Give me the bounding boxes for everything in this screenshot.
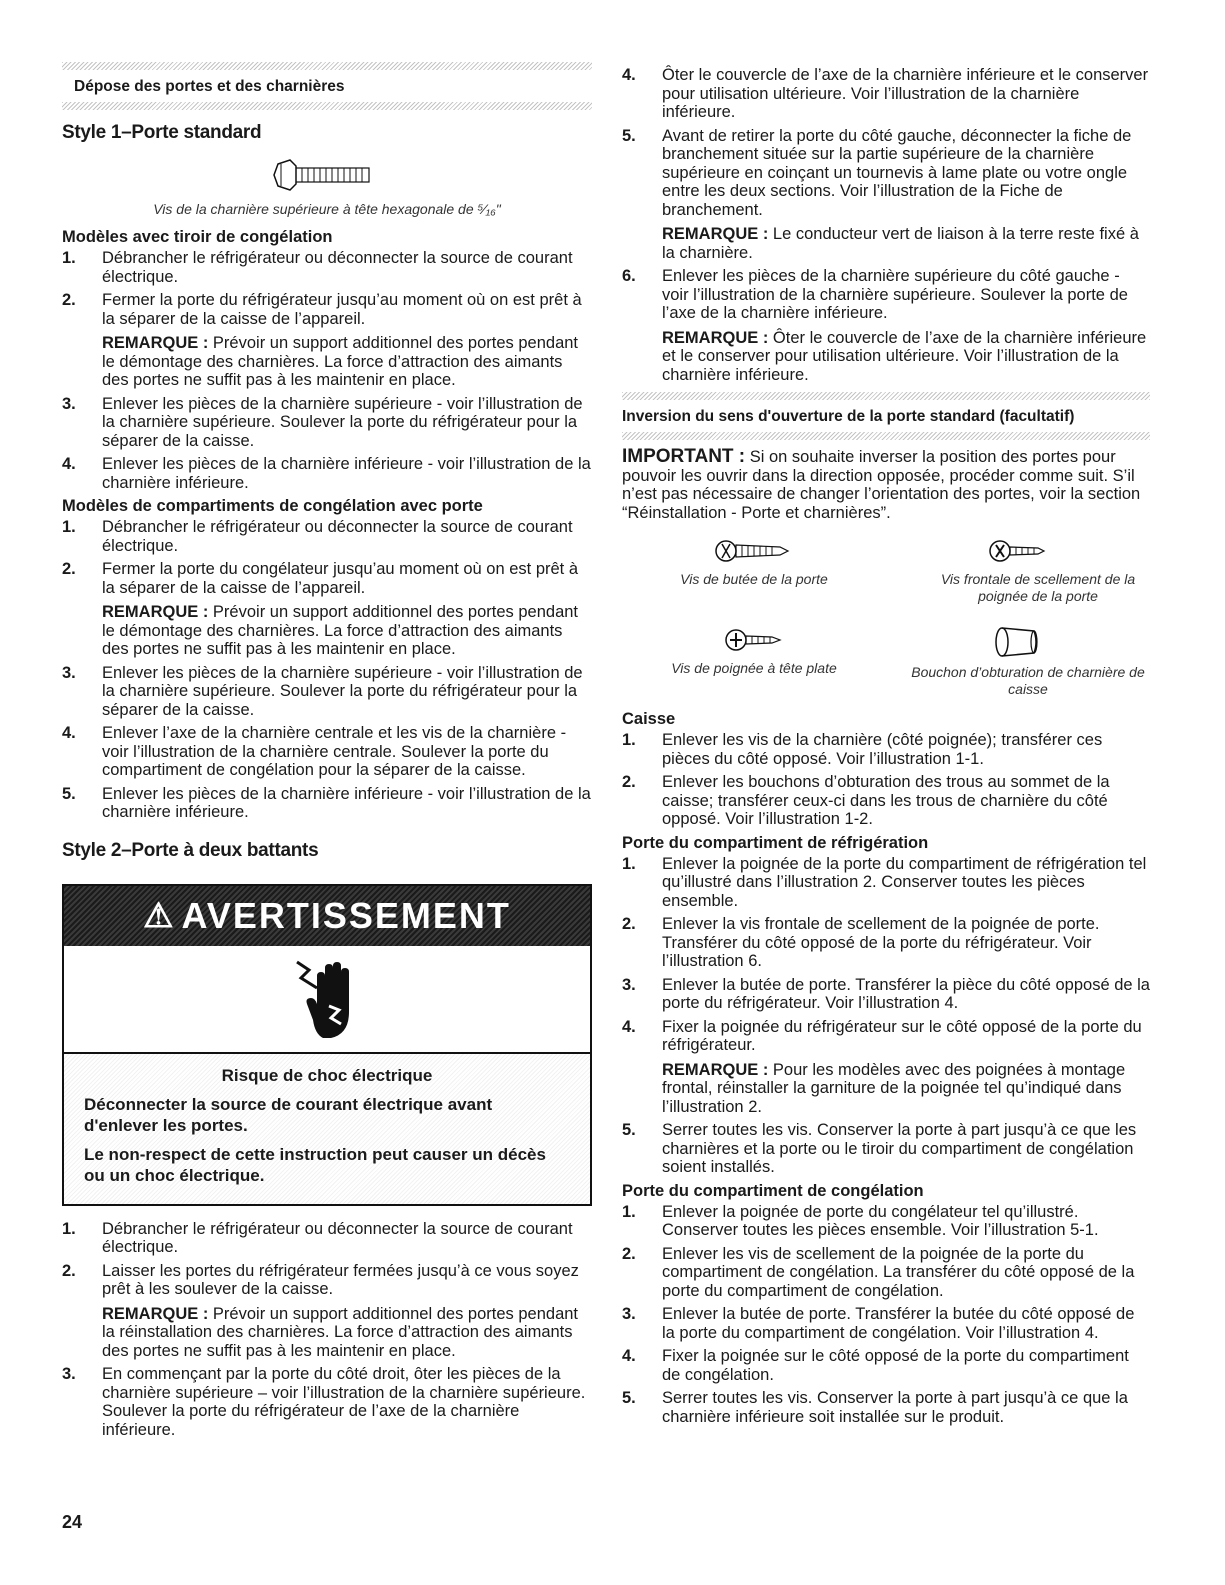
- note: REMARQUE : Ôter le couvercle de l’axe de la charnière inférieure et le conserver pour utilisation ultérieure. Voir l’illustration de la charnière inférieure.: [662, 328, 1147, 384]
- list-item: 2. Fermer la porte du réfrigérateur jusqu’au moment où on est prêt à la séparer de la caisse de l’appareil. REMARQUE : Prévoir un support additionnel des portes pendant le démontage des charnières. La force d’attraction des aimants des portes ne suffit pas à les maintenir en place.: [62, 291, 592, 390]
- figure: Vis de butée de la porte: [622, 536, 886, 605]
- warning-body: [64, 1054, 590, 1204]
- list-item: 5. Serrer toutes les vis. Conserver la porte à part jusqu’à ce que les charnières et la porte ou le tiroir du compartiment de congélation soient installés.: [622, 1121, 1137, 1176]
- important-paragraph: IMPORTANT : Si on souhaite inverser la position des portes pour pouvoir les ouvrir dans la direction opposée, procéder comme suit. S’il n’est pas nécessaire de changer l’orientation des portes, voir la section “Réinstallation - Porte et charnières”.: [622, 446, 1141, 522]
- list-item: 6. Enlever les pièces de la charnière supérieure du côté gauche - voir l’illustration de la charnière supérieure. Soulever la porte de l’axe de la charnière inférieure. REMARQUE : Ôter le couvercle de l’axe de la charnière inférieure et le conserver pour utilisation ultérieure. Voir l’illustration de la charnière inférieure.: [622, 267, 1150, 384]
- list-item: 5. Avant de retirer la porte du côté gauche, déconnecter la fiche de branchement située sur la partie supérieure de la charnière supérieure en coinçant un tournevis à lame plate ou votre ongle entre les deux sections. Voir l’illustration de la Fiche de branchement. REMARQUE : Le conducteur vert de liaison à la terre reste fixé à la charnière.: [622, 127, 1150, 263]
- warning-box: [62, 884, 592, 1206]
- freezer-drawer-steps: [62, 249, 592, 492]
- divider: [62, 62, 592, 70]
- list-item: 5. Enlever les pièces de la charnière inférieure - voir l’illustration de la charnière inférieure.: [62, 784, 591, 821]
- list-item: 3. Enlever les pièces de la charnière supérieure - voir l’illustration de la charnière supérieure. Soulever la porte du réfrigérateur pour la séparer de la caisse.: [62, 394, 583, 450]
- warning-line: Le non-respect de cette instruction peut causer un décès ou un choc électrique.: [84, 1144, 546, 1185]
- list-item: 1. Débrancher le réfrigérateur ou déconnecter la source de courant électrique.: [62, 1219, 573, 1256]
- warning-line: Déconnecter la source de courant électrique avant d'enlever les portes.: [84, 1094, 493, 1135]
- list-item: 2. Fermer la porte du congélateur jusqu’au moment où on est prêt à la séparer de la caisse de l’appareil. REMARQUE : Prévoir un support additionnel des portes pendant le démontage des charnières. La force d’attraction des aimants des portes ne suffit pas à les maintenir en place.: [62, 560, 592, 659]
- list-item: 1. Enlever les vis de la charnière (côté poignée); transférer ces pièces du côté opposé. Voir l’illustration 1-1.: [622, 731, 1103, 768]
- list-item: 1. Débrancher le réfrigérateur ou déconnecter la source de courant électrique.: [62, 518, 573, 555]
- divider: [62, 102, 592, 110]
- section-title: Inversion du sens d'ouverture de la porte standard (facultatif): [622, 408, 1075, 425]
- note: REMARQUE : Prévoir un support additionnel des portes pendant le démontage des charnières. La force d’attraction des aimants des portes ne suffit pas à les maintenir en place.: [102, 603, 579, 658]
- list-item: 1. Enlever la poignée de la porte du compartiment de réfrigération tel qu’illustré dans l’illustration 2. Conserver toutes les pièces ensemble.: [622, 854, 1147, 910]
- list-item: 3. Enlever la butée de porte. Transférer la pièce du côté opposé de la porte du réfrigérateur. Voir l’illustration 4.: [622, 975, 1150, 1012]
- list-item: 1. Débrancher le réfrigérateur ou déconnecter la source de courant électrique.: [62, 249, 573, 286]
- divider: [622, 432, 1150, 440]
- note: REMARQUE : Prévoir un support additionnel des portes pendant la réinstallation des charnières. La force d’attraction des aimants des portes ne suffit pas à les maintenir en place.: [102, 1304, 579, 1360]
- list-item: 5. Serrer toutes les vis. Conserver la porte à part jusqu’à ce que la charnière inférieure soit installée sur le produit.: [622, 1389, 1128, 1426]
- handle-seal-screw-icon: [988, 536, 1048, 566]
- note: REMARQUE : Prévoir un support additionnel des portes pendant le démontage des charnières. La force d’attraction des aimants des portes ne suffit pas à les maintenir en place.: [102, 334, 579, 389]
- style2-steps: [62, 1220, 592, 1440]
- note: REMARQUE : Pour les modèles avec des poignées à montage frontal, réinstaller la garniture de la poignée tel qu’indiqué dans l’illustration 2.: [662, 1060, 1126, 1116]
- hinge-screw-caption: Vis de la charnière supérieure à tête hexagonale de ⁵⁄₁₆": [153, 201, 501, 217]
- list-item: 4. Ôter le couvercle de l’axe de la charnière inférieure et le conserver pour utilisation ultérieure. Voir l’illustration de la charnière inférieure.: [622, 66, 1149, 121]
- list-item: 2. Enlever les bouchons d’obturation des trous au sommet de la caisse; transférer ceux-ci dans les trous de charnière du côté opposé. Voir l’illustration 1-2.: [622, 773, 1110, 828]
- figure: Vis frontale de scellement de la poignée de la porte: [886, 536, 1150, 605]
- freezer-door-title: Porte du compartiment de congélation: [622, 1181, 924, 1200]
- electric-shock-icon: [64, 946, 590, 1054]
- freezer-door-steps: [62, 518, 592, 822]
- right-column: [622, 66, 1150, 1431]
- list-item: 4. Enlever l’axe de la charnière centrale et les vis de la charnière - voir l’illustration de la charnière centrale. Soulever la porte du compartiment de congélation pour la séparer de la caisse.: [62, 724, 567, 779]
- figure: Bouchon d’obturation de charnière de caisse: [886, 625, 1150, 698]
- warning-risk: Risque de choc électrique: [221, 1065, 433, 1085]
- warning-banner: ⚠ AVERTISSEMENT: [64, 886, 590, 946]
- list-item: 2. Enlever les vis de scellement de la poignée de la porte du compartiment de congélation. La transférer du côté opposé de la porte du compartiment de congélation.: [622, 1244, 1135, 1300]
- list-item: 4. Fixer la poignée du réfrigérateur sur le côté opposé de la porte du réfrigérateur. REMARQUE : Pour les modèles avec des poignées à montage frontal, réinstaller la garniture de la poignée tel qu’indiqué dans l’illustration 2.: [622, 1018, 1150, 1117]
- left-column: [62, 62, 592, 1444]
- caisse-title: Caisse: [622, 710, 676, 728]
- fridge-door-steps: [622, 855, 1150, 1177]
- divider: [622, 392, 1150, 400]
- caisse-steps: [622, 731, 1150, 829]
- flat-head-handle-screw-icon: [724, 625, 784, 655]
- parts-figures: [622, 536, 1150, 698]
- list-item: 3. Enlever les pièces de la charnière supérieure - voir l’illustration de la charnière supérieure. Soulever la porte du réfrigérateur pour la séparer de la caisse.: [62, 663, 583, 719]
- fridge-door-title: Porte du compartiment de réfrigération: [622, 833, 929, 852]
- page-number: 24: [62, 1512, 83, 1532]
- list-item: 4. Enlever les pièces de la charnière inférieure - voir l’illustration de la charnière inférieure.: [62, 455, 591, 492]
- list-item: 2. Enlever la vis frontale de scellement de la poignée de porte. Transférer du côté opposé de la porte du réfrigérateur. Voir l’illustration 6.: [622, 915, 1100, 970]
- list-item: 3. Enlever la butée de porte. Transférer la butée du côté opposé de la porte du compartiment de congélation. Voir l’illustration 4.: [622, 1305, 1135, 1342]
- list-item: 1. Enlever la poignée de porte du congélateur tel qu’illustré. Conserver toutes les pièces ensemble. Voir l’illustration 5-1.: [622, 1202, 1099, 1239]
- door-stop-screw-icon: [714, 536, 794, 566]
- freezer-door-title: Modèles de compartiments de congélation avec porte: [62, 497, 483, 515]
- figure: Vis de poignée à tête plate: [622, 625, 886, 698]
- warning-triangle-icon: ⚠: [143, 896, 176, 935]
- hex-head-screw-icon: [62, 158, 592, 197]
- hinge-hole-plug-icon: [988, 625, 1048, 659]
- list-item: 4. Fixer la poignée sur le côté opposé de la porte du compartiment de congélation.: [622, 1347, 1129, 1384]
- section-title: Dépose des portes et des charnières: [74, 78, 345, 95]
- list-item: 2. Laisser les portes du réfrigérateur fermées jusqu’à ce vous soyez prêt à les soulever de la caisse. REMARQUE : Prévoir un support additionnel des portes pendant la réinstallation des charnières. La force d’attraction des aimants des portes ne suffit pas à les maintenir en place.: [62, 1262, 592, 1361]
- list-item: 3. En commençant par la porte du côté droit, ôter les pièces de la charnière supérieure – voir l’illustration de la charnière supérieure. Soulever la porte du réfrigérateur de l’axe de la charnière inférieure.: [62, 1365, 586, 1439]
- style2-title: Style 2–Porte à deux battants: [62, 839, 319, 861]
- style2-steps-continued: [622, 66, 1150, 384]
- note: REMARQUE : Le conducteur vert de liaison à la terre reste fixé à la charnière.: [662, 225, 1139, 262]
- freezer-door-steps: [622, 1203, 1150, 1427]
- style1-title: Style 1–Porte standard: [62, 122, 262, 143]
- freezer-drawer-title: Modèles avec tiroir de congélation: [62, 228, 333, 246]
